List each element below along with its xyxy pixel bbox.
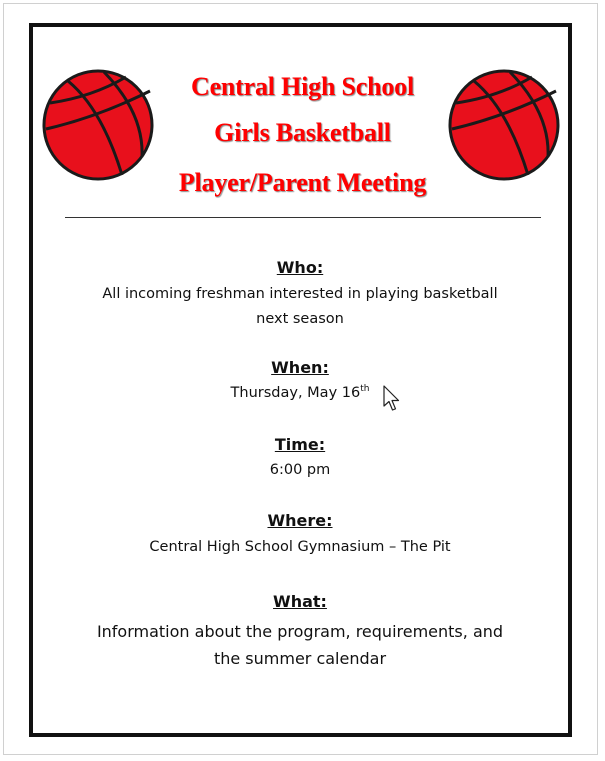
what-line-2: the summer calendar <box>213 649 387 668</box>
where-heading: Where: <box>267 511 333 530</box>
time-heading: Time: <box>274 435 326 454</box>
when-date-text: Thursday, May 16 <box>230 385 361 401</box>
title-school: Central High School <box>191 72 414 101</box>
time-value: 6:00 pm <box>269 462 331 478</box>
when-date <box>0 382 600 405</box>
where-value: Central High School Gymnasium – The Pit <box>149 539 451 555</box>
who-line-2: next season <box>256 311 344 327</box>
when-date-suffix: th <box>360 384 370 395</box>
what-line-1: Information about the program, requirements, and <box>96 622 504 641</box>
when-heading: When: <box>271 358 329 377</box>
who-line-1: All incoming freshman interested in playing basketball <box>102 286 498 302</box>
mouse-pointer-icon <box>383 385 401 413</box>
who-heading: Who: <box>276 258 324 277</box>
title-divider <box>65 217 541 218</box>
title-event: Player/Parent Meeting <box>178 168 427 197</box>
title-team: Girls Basketball <box>214 118 391 147</box>
what-heading: What: <box>273 592 327 611</box>
